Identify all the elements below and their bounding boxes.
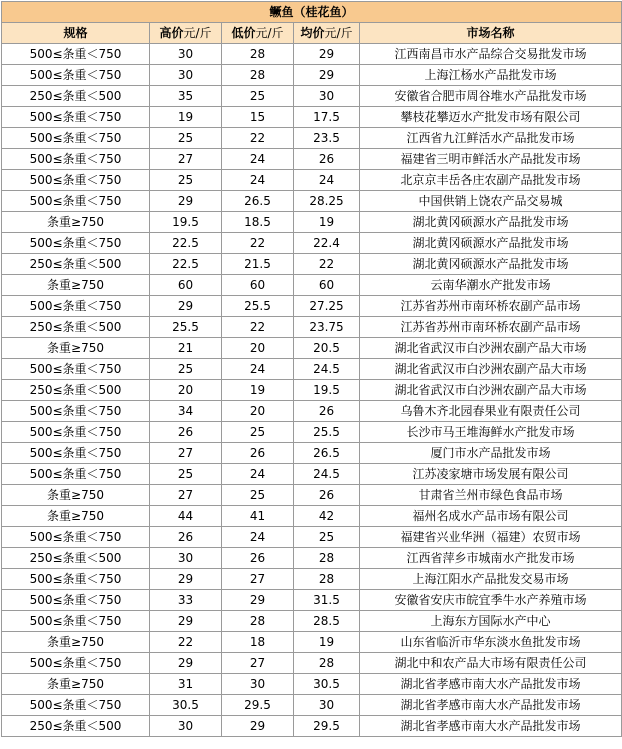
cell-spec: 500≤条重＜750 bbox=[2, 569, 150, 590]
cell-low: 27 bbox=[222, 653, 294, 674]
cell-low: 22 bbox=[222, 317, 294, 338]
cell-market: 湖北省武汉市白沙洲农副产品大市场 bbox=[360, 338, 622, 359]
cell-spec: 500≤条重＜750 bbox=[2, 359, 150, 380]
cell-high: 29 bbox=[150, 569, 222, 590]
header-avg-label: 均价 bbox=[300, 26, 325, 40]
table-row bbox=[2, 422, 622, 443]
cell-avg: 19.5 bbox=[294, 380, 360, 401]
table-row bbox=[2, 590, 622, 611]
cell-high: 27 bbox=[150, 485, 222, 506]
header-spec-label: 规格 bbox=[63, 26, 88, 40]
price-table bbox=[1, 1, 622, 737]
cell-avg: 30.5 bbox=[294, 674, 360, 695]
cell-high: 29 bbox=[150, 611, 222, 632]
table-row bbox=[2, 464, 622, 485]
cell-spec: 条重≥750 bbox=[2, 485, 150, 506]
cell-low: 30 bbox=[222, 674, 294, 695]
cell-avg: 28 bbox=[294, 653, 360, 674]
table-row bbox=[2, 44, 622, 65]
table-row bbox=[2, 443, 622, 464]
table-row bbox=[2, 548, 622, 569]
cell-spec: 条重≥750 bbox=[2, 632, 150, 653]
table-header-row bbox=[2, 23, 622, 44]
cell-low: 25 bbox=[222, 422, 294, 443]
cell-high: 33 bbox=[150, 590, 222, 611]
cell-avg: 26 bbox=[294, 401, 360, 422]
table-row bbox=[2, 107, 622, 128]
cell-market: 江西南昌市水产品综合交易批发市场 bbox=[360, 44, 622, 65]
cell-spec: 500≤条重＜750 bbox=[2, 170, 150, 191]
cell-market: 中国供销上饶农产品交易城 bbox=[360, 191, 622, 212]
cell-low: 28 bbox=[222, 65, 294, 86]
cell-low: 22 bbox=[222, 233, 294, 254]
table-row bbox=[2, 338, 622, 359]
cell-avg: 31.5 bbox=[294, 590, 360, 611]
table-row bbox=[2, 695, 622, 716]
cell-spec: 500≤条重＜750 bbox=[2, 611, 150, 632]
cell-spec: 500≤条重＜750 bbox=[2, 128, 150, 149]
cell-avg: 23.75 bbox=[294, 317, 360, 338]
table-row bbox=[2, 359, 622, 380]
cell-high: 25 bbox=[150, 464, 222, 485]
cell-market: 湖北中和农产品大市场有限责任公司 bbox=[360, 653, 622, 674]
header-high bbox=[150, 23, 222, 44]
table-row bbox=[2, 611, 622, 632]
cell-high: 21 bbox=[150, 338, 222, 359]
cell-low: 18 bbox=[222, 632, 294, 653]
header-spec bbox=[2, 23, 150, 44]
cell-spec: 500≤条重＜750 bbox=[2, 401, 150, 422]
cell-low: 15 bbox=[222, 107, 294, 128]
cell-high: 20 bbox=[150, 380, 222, 401]
cell-spec: 条重≥750 bbox=[2, 275, 150, 296]
cell-market: 厦门市水产品批发市场 bbox=[360, 443, 622, 464]
cell-high: 22.5 bbox=[150, 254, 222, 275]
cell-market: 云南华潮水产批发市场 bbox=[360, 275, 622, 296]
cell-avg: 24.5 bbox=[294, 464, 360, 485]
cell-avg: 30 bbox=[294, 86, 360, 107]
cell-market: 山东省临沂市华东淡水鱼批发市场 bbox=[360, 632, 622, 653]
cell-low: 19 bbox=[222, 380, 294, 401]
cell-high: 19 bbox=[150, 107, 222, 128]
cell-spec: 条重≥750 bbox=[2, 674, 150, 695]
table-row bbox=[2, 569, 622, 590]
cell-market: 湖北省孝感市南大水产品批发市场 bbox=[360, 716, 622, 737]
cell-avg: 24.5 bbox=[294, 359, 360, 380]
cell-high: 34 bbox=[150, 401, 222, 422]
cell-spec: 250≤条重＜500 bbox=[2, 254, 150, 275]
cell-high: 19.5 bbox=[150, 212, 222, 233]
header-low-unit: 元/斤 bbox=[255, 26, 284, 40]
header-avg bbox=[294, 23, 360, 44]
cell-high: 25 bbox=[150, 128, 222, 149]
table-row bbox=[2, 254, 622, 275]
cell-market: 湖北省武汉市白沙洲农副产品大市场 bbox=[360, 380, 622, 401]
cell-low: 24 bbox=[222, 527, 294, 548]
table-row bbox=[2, 275, 622, 296]
cell-avg: 28.25 bbox=[294, 191, 360, 212]
cell-market: 江苏省苏州市南环桥农副产品市场 bbox=[360, 317, 622, 338]
cell-low: 25 bbox=[222, 485, 294, 506]
cell-spec: 条重≥750 bbox=[2, 212, 150, 233]
cell-high: 29 bbox=[150, 191, 222, 212]
table-row bbox=[2, 401, 622, 422]
table-title: 鳜鱼（桂花鱼） bbox=[2, 2, 622, 23]
cell-spec: 500≤条重＜750 bbox=[2, 149, 150, 170]
cell-high: 25 bbox=[150, 170, 222, 191]
cell-spec: 500≤条重＜750 bbox=[2, 653, 150, 674]
cell-market: 江苏凌家塘市场发展有限公司 bbox=[360, 464, 622, 485]
table-row bbox=[2, 485, 622, 506]
header-high-label: 高价 bbox=[159, 26, 184, 40]
cell-avg: 28 bbox=[294, 548, 360, 569]
cell-market: 北京京丰岳各庄农副产品批发市场 bbox=[360, 170, 622, 191]
cell-low: 26 bbox=[222, 443, 294, 464]
cell-avg: 26 bbox=[294, 149, 360, 170]
cell-low: 41 bbox=[222, 506, 294, 527]
cell-avg: 23.5 bbox=[294, 128, 360, 149]
cell-low: 24 bbox=[222, 149, 294, 170]
cell-spec: 500≤条重＜750 bbox=[2, 65, 150, 86]
table-row bbox=[2, 86, 622, 107]
cell-high: 25 bbox=[150, 359, 222, 380]
cell-market: 江西省九江鲜活水产品批发市场 bbox=[360, 128, 622, 149]
cell-high: 30 bbox=[150, 65, 222, 86]
table-row bbox=[2, 233, 622, 254]
cell-market: 长沙市马王堆海鲜水产批发市场 bbox=[360, 422, 622, 443]
cell-market: 湖北省孝感市南大水产品批发市场 bbox=[360, 674, 622, 695]
cell-avg: 29.5 bbox=[294, 716, 360, 737]
cell-spec: 500≤条重＜750 bbox=[2, 464, 150, 485]
table-row bbox=[2, 191, 622, 212]
table-row bbox=[2, 128, 622, 149]
cell-high: 60 bbox=[150, 275, 222, 296]
cell-market: 福州名成水产品市场有限公司 bbox=[360, 506, 622, 527]
cell-high: 25.5 bbox=[150, 317, 222, 338]
cell-spec: 500≤条重＜750 bbox=[2, 44, 150, 65]
cell-market: 湖北黄冈硕源水产品批发市场 bbox=[360, 233, 622, 254]
table-row bbox=[2, 380, 622, 401]
cell-market: 甘肃省兰州市绿色食品市场 bbox=[360, 485, 622, 506]
cell-high: 30 bbox=[150, 716, 222, 737]
cell-low: 20 bbox=[222, 338, 294, 359]
cell-spec: 条重≥750 bbox=[2, 338, 150, 359]
cell-spec: 250≤条重＜500 bbox=[2, 716, 150, 737]
header-market-label: 市场名称 bbox=[466, 26, 515, 40]
cell-market: 安徽省合肥市周谷堆水产品批发市场 bbox=[360, 86, 622, 107]
cell-low: 28 bbox=[222, 44, 294, 65]
cell-avg: 26.5 bbox=[294, 443, 360, 464]
cell-avg: 28.5 bbox=[294, 611, 360, 632]
cell-market: 江苏省苏州市南环桥农副产品市场 bbox=[360, 296, 622, 317]
header-market bbox=[360, 23, 622, 44]
cell-spec: 500≤条重＜750 bbox=[2, 107, 150, 128]
cell-low: 21.5 bbox=[222, 254, 294, 275]
cell-low: 20 bbox=[222, 401, 294, 422]
cell-low: 22 bbox=[222, 128, 294, 149]
cell-market: 上海江杨水产品批发市场 bbox=[360, 65, 622, 86]
cell-market: 湖北黄冈硕源水产品批发市场 bbox=[360, 212, 622, 233]
cell-avg: 25.5 bbox=[294, 422, 360, 443]
cell-market: 乌鲁木齐北园春果业有限责任公司 bbox=[360, 401, 622, 422]
cell-low: 25.5 bbox=[222, 296, 294, 317]
table-row bbox=[2, 716, 622, 737]
cell-spec: 500≤条重＜750 bbox=[2, 590, 150, 611]
cell-low: 60 bbox=[222, 275, 294, 296]
cell-low: 18.5 bbox=[222, 212, 294, 233]
cell-avg: 22.4 bbox=[294, 233, 360, 254]
cell-market: 攀枝花攀迈水产批发市场有限公司 bbox=[360, 107, 622, 128]
cell-market: 上海东方国际水产中心 bbox=[360, 611, 622, 632]
cell-high: 26 bbox=[150, 527, 222, 548]
cell-high: 22 bbox=[150, 632, 222, 653]
cell-market: 湖北省孝感市南大水产品批发市场 bbox=[360, 695, 622, 716]
cell-spec: 500≤条重＜750 bbox=[2, 422, 150, 443]
table-row bbox=[2, 149, 622, 170]
cell-spec: 250≤条重＜500 bbox=[2, 86, 150, 107]
cell-avg: 60 bbox=[294, 275, 360, 296]
cell-low: 29.5 bbox=[222, 695, 294, 716]
cell-avg: 17.5 bbox=[294, 107, 360, 128]
header-avg-unit: 元/斤 bbox=[324, 26, 353, 40]
cell-spec: 500≤条重＜750 bbox=[2, 695, 150, 716]
header-low bbox=[222, 23, 294, 44]
cell-market: 福建省三明市鲜活水产品批发市场 bbox=[360, 149, 622, 170]
cell-high: 26 bbox=[150, 422, 222, 443]
cell-avg: 27.25 bbox=[294, 296, 360, 317]
cell-high: 31 bbox=[150, 674, 222, 695]
cell-low: 25 bbox=[222, 86, 294, 107]
cell-avg: 30 bbox=[294, 695, 360, 716]
table-row bbox=[2, 527, 622, 548]
cell-market: 湖北黄冈硕源水产品批发市场 bbox=[360, 254, 622, 275]
cell-avg: 28 bbox=[294, 569, 360, 590]
cell-market: 湖北省武汉市白沙洲农副产品大市场 bbox=[360, 359, 622, 380]
cell-spec: 500≤条重＜750 bbox=[2, 443, 150, 464]
cell-avg: 20.5 bbox=[294, 338, 360, 359]
cell-low: 24 bbox=[222, 464, 294, 485]
table-row bbox=[2, 317, 622, 338]
cell-high: 30 bbox=[150, 548, 222, 569]
table-title-row bbox=[2, 2, 622, 23]
table-row bbox=[2, 632, 622, 653]
cell-market: 江西省萍乡市城南水产批发市场 bbox=[360, 548, 622, 569]
header-high-unit: 元/斤 bbox=[183, 26, 212, 40]
header-low-label: 低价 bbox=[231, 26, 256, 40]
cell-market: 上海江阳水产品批发交易市场 bbox=[360, 569, 622, 590]
cell-market: 福建省兴业华洲（福建）农贸市场 bbox=[360, 527, 622, 548]
cell-market: 安徽省安庆市皖宜季牛水产养殖市场 bbox=[360, 590, 622, 611]
cell-spec: 500≤条重＜750 bbox=[2, 296, 150, 317]
cell-high: 29 bbox=[150, 296, 222, 317]
cell-avg: 42 bbox=[294, 506, 360, 527]
cell-avg: 24 bbox=[294, 170, 360, 191]
cell-high: 30 bbox=[150, 44, 222, 65]
cell-high: 27 bbox=[150, 443, 222, 464]
table-row bbox=[2, 65, 622, 86]
cell-avg: 25 bbox=[294, 527, 360, 548]
cell-high: 35 bbox=[150, 86, 222, 107]
cell-avg: 19 bbox=[294, 212, 360, 233]
cell-low: 26.5 bbox=[222, 191, 294, 212]
table-row bbox=[2, 653, 622, 674]
cell-high: 29 bbox=[150, 653, 222, 674]
cell-spec: 500≤条重＜750 bbox=[2, 527, 150, 548]
table-row bbox=[2, 170, 622, 191]
cell-low: 28 bbox=[222, 611, 294, 632]
cell-low: 24 bbox=[222, 170, 294, 191]
cell-low: 27 bbox=[222, 569, 294, 590]
cell-spec: 250≤条重＜500 bbox=[2, 548, 150, 569]
cell-spec: 500≤条重＜750 bbox=[2, 233, 150, 254]
cell-high: 44 bbox=[150, 506, 222, 527]
cell-low: 26 bbox=[222, 548, 294, 569]
cell-low: 29 bbox=[222, 590, 294, 611]
table-row bbox=[2, 212, 622, 233]
cell-avg: 29 bbox=[294, 65, 360, 86]
cell-high: 27 bbox=[150, 149, 222, 170]
cell-spec: 250≤条重＜500 bbox=[2, 317, 150, 338]
table-row bbox=[2, 506, 622, 527]
cell-low: 29 bbox=[222, 716, 294, 737]
cell-low: 24 bbox=[222, 359, 294, 380]
cell-avg: 29 bbox=[294, 44, 360, 65]
cell-high: 30.5 bbox=[150, 695, 222, 716]
cell-avg: 26 bbox=[294, 485, 360, 506]
table-body bbox=[2, 44, 622, 737]
cell-spec: 250≤条重＜500 bbox=[2, 380, 150, 401]
cell-avg: 19 bbox=[294, 632, 360, 653]
cell-high: 22.5 bbox=[150, 233, 222, 254]
table-row bbox=[2, 296, 622, 317]
cell-spec: 500≤条重＜750 bbox=[2, 191, 150, 212]
table-row bbox=[2, 674, 622, 695]
cell-spec: 条重≥750 bbox=[2, 506, 150, 527]
cell-avg: 22 bbox=[294, 254, 360, 275]
